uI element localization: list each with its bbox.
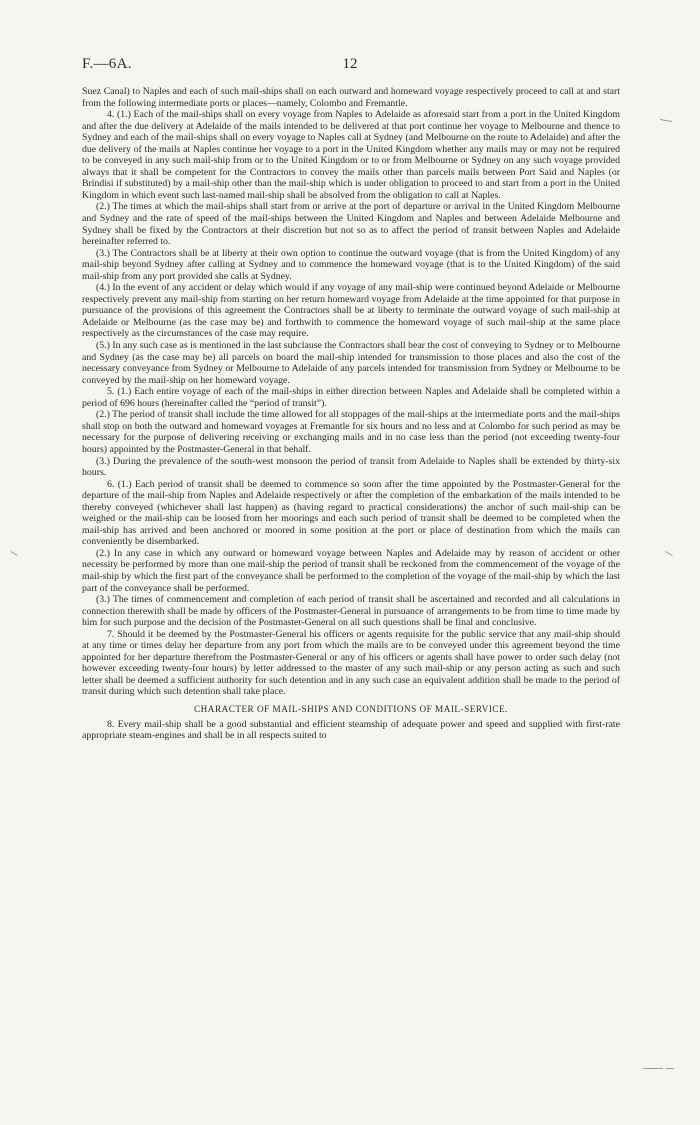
margin-mark (665, 551, 672, 556)
paragraph: (2.) The times at which the mail-ships shall start from or arrive at the port of departure or arrival in the United Kingdom Melbourne and Sydney and the rate of speed of the mail-ships between the United Kingdom and Naples and between Adelaide Melbourne and Sydney shall be fixed by the Contractors at their discretion but not so as to affect the period of transit between Naples and Adelaide hereinafter referred to. (82, 201, 620, 248)
paragraph: (2.) The period of transit shall include the time allowed for all stoppages of the mail-ships at the intermediate ports and the mail-ships shall stop on both the outward and homeward voyages at Fremantle for six hours and no less and at Colombo for such period as may be necessary for the purpose of delivering receiving or exchanging mails and in no case less than the period (not exceeding twenty-four hours) appointed by the Postmaster-General in that behalf. (82, 409, 620, 455)
paragraph: (3.) During the prevalence of the south-west monsoon the period of transit from Adelaide to Naples shall be extended by thirty-six hours. (82, 455, 620, 479)
paragraph: Suez Canal) to Naples and each of such mail-ships shall on each outward and homeward voyage respectively proceed to call at and start from the following intermediate ports or places—namely, Colombo and Fremantle. (82, 86, 620, 109)
margin-mark (643, 1068, 663, 1069)
paragraph: (4.) In the event of any accident or delay which would if any voyage of any mail-ship were continued beyond Adelaide or Melbourne respectively prevent any mail-ship from starting on her return homeward voyage from Adelaide at the time appointed for that purpose in pursuance of the provisions of this agreement the Contractors shall be at liberty to terminate the outward voyage of such mail-ship at Adelaide or Melbourne (as the case may be) and forthwith to commence the homeward voyage of such mail-ship at the same place respectively as the circumstances of the case may require. (82, 282, 620, 340)
paragraph: (3.) The times of commencement and completion of each period of transit shall be ascertained and recorded and all calculations in connection therewith shall be made by officers of the Postmaster-General in pursuance of arrangements to be from time to time made by him for such purpose and the decision of the Postmaster-General on all such questions shall be final and conclusive. (82, 594, 620, 629)
section-heading: CHARACTER OF MAIL-SHIPS AND CONDITIONS OF MAIL-SERVICE. (194, 703, 508, 714)
page-header (82, 56, 618, 76)
paragraph: (5.) In any such case as is mentioned in the last subclause the Contractors shall bear the cost of conveying to Sydney or to Melbourne and Sydney (as the case may be) all parcels on board the mail-ship intended for transmission to those places and also the cost of the necessary conveyance from Sydney or Melbourne to Adelaide of any parcels intended for transmission from Sydney or Melbourne to be conveyed by the mail-ship on her homeward voyage. (82, 340, 620, 386)
paragraph: (2.) In any case in which any outward or homeward voyage between Naples and Adelaide may by reason of accident or other necessity be performed by more than one mail-ship the period of transit shall be reckoned from the commencement of the voyage of the mail-ship by which the first part of the conveyance shall be performed to the completion of the voyage of the mail-ship by which the last part of the conveyance shall be performed. (82, 547, 620, 594)
paragraph: 5. (1.) Each entire voyage of each of the mail-ships in either direction between Naples and Adelaide shall be completed within a period of 696 hours (hereinafter called the “period of transit”). (82, 386, 620, 409)
paragraph: 8. Every mail-ship shall be a good substantial and efficient steamship of adequate power and speed and supplied with first-rate appropriate steam-engines and shall be in all respects suited to (82, 718, 620, 742)
document-body (82, 86, 620, 742)
paragraph: 4. (1.) Each of the mail-ships shall on every voyage from Naples to Adelaide as aforesaid start from a port in the United Kingdom and after the due delivery at Adelaide of the mails intended to be delivered at that port continue her voyage to Melbourne and thence to Sydney and each of the mail-ships shall on every voyage to Naples call at Sydney (and Melbourne on the route to Adelaide) and after the due delivery of the mails at Naples continue her voyage to a port in the United Kingdom whether any mails may or may not be required to be conveyed in any such mail-ship from or to the United Kingdom or to or from Melbourne or Sydney on any such voyage provided always that it shall be competent for the Contractors to convey the mails other than parcels mails between Port Said and Naples (or Brindisi if substituted) by a mail-ship other than the mail-ship which is under obligation to proceed to and start from a port in the United Kingdom in which event such last-named mail-ship shall be absolved from the obligation to call at Naples. (82, 109, 620, 201)
paragraph: 6. (1.) Each period of transit shall be deemed to commence so soon after the time appointed by the Postmaster-General for the departure of the mail-ship from Naples and Adelaide respectively or after the completion of the embarkation of the mails intended to be thereby conveyed (whichever shall last happen) as (having regard to practical considerations) the anchor of such mail-ship can be weighed or the mail-ship can be loosed from her moorings and each such period of transit shall be deemed to be completed when the mail-ship has arrived and been anchored or moored in some position at the port or place of destination from which the mails can conveniently be disembarked. (82, 478, 620, 548)
page-number: 12 (342, 56, 358, 72)
margin-mark (660, 119, 672, 122)
document-reference: F.—6A. (82, 56, 132, 72)
margin-mark (666, 1068, 674, 1069)
paragraph: 7. Should it be deemed by the Postmaster-General his officers or agents requisite for the public service that any mail-ship should at any time or times delay her departure from any port from which the mails are to be conveyed under this agreement beyond the time appointed for her departure therefrom the Postmaster-General or any of his officers or agents shall have power to order such delay (not however exceeding twenty-four hours) by letter addressed to the master of any such mail-ship or any person acting as such and such letter shall be deemed a sufficient authority for such detention and in any such case an equivalent addition shall be made to the period of transit during which such detention shall take place. (82, 628, 620, 698)
paragraph: (3.) The Contractors shall be at liberty at their own option to continue the outward voyage (that is from the United Kingdom) of any mail-ship beyond Sydney after calling at Sydney and to commence the homeward voyage (that is to the United Kingdom) of the said mail-ship from any port provided she calls at Sydney. (82, 247, 620, 282)
margin-mark (10, 551, 17, 556)
